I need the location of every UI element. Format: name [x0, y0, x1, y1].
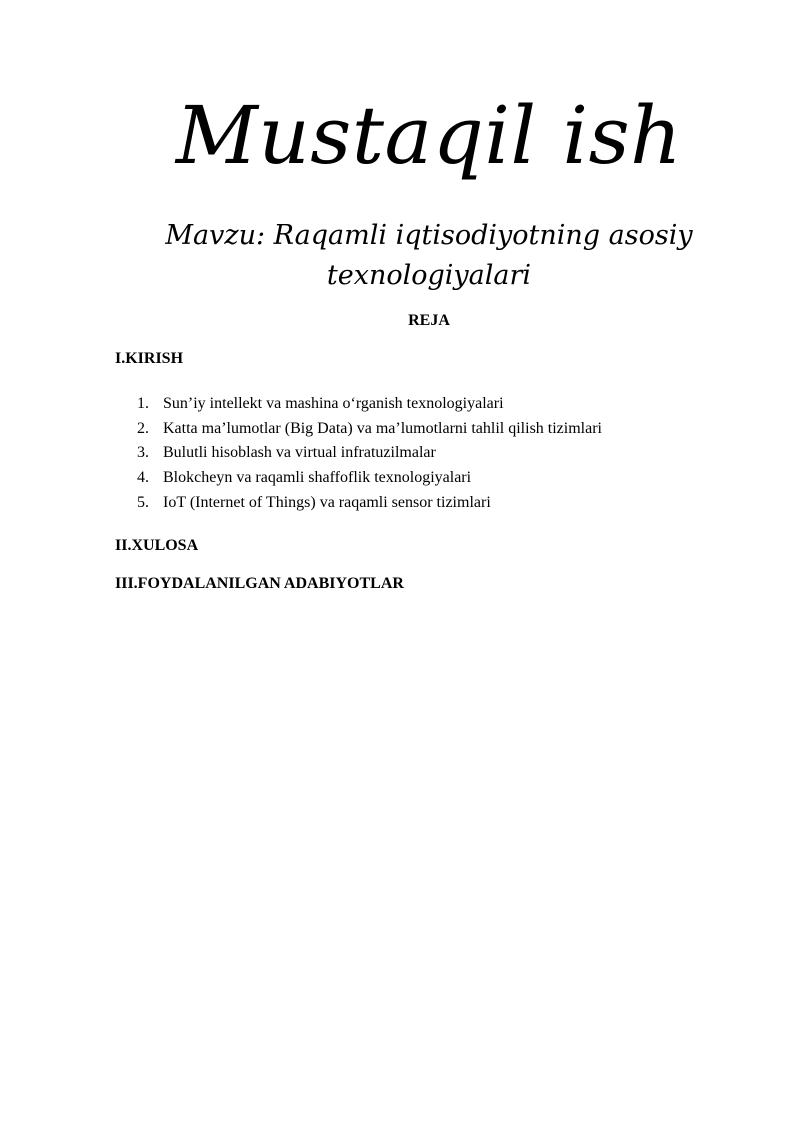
- plan-item-text: Katta ma’lumotlar (Big Data) va ma’lumotlarni tahlil qilish tizimlari: [163, 419, 602, 437]
- conclusion-heading: II.XULOSA: [115, 537, 199, 554]
- plan-list-item: [115, 441, 735, 466]
- intro-heading: I.KIRISH: [115, 350, 184, 367]
- plan-list-item: [115, 491, 735, 516]
- plan-list-item: [115, 466, 735, 491]
- plan-item-text: Blokcheyn va raqamli shaffoflik texnologiyalari: [163, 469, 472, 487]
- document-subtitle: Mavzu: Raqamli iqtisodiyotning asosiy texnologiyalari: [165, 220, 693, 291]
- plan-list-item: [115, 392, 735, 417]
- plan-item-number: 1.: [137, 395, 149, 412]
- plan-item-text: Sun’iy intellekt va mashina o‘rganish texnologiyalari: [163, 395, 504, 412]
- plan-item-text: IoT (Internet of Things) va raqamli sensor tizimlari: [163, 493, 491, 511]
- plan-list: [115, 392, 735, 516]
- plan-item-number: 3.: [137, 444, 149, 462]
- plan-item-number: 4.: [137, 469, 149, 487]
- plan-item-number: 5.: [137, 493, 149, 511]
- references-heading: III.FOYDALANILGAN ADABIYOTLAR: [115, 575, 404, 592]
- plan-list-item: [115, 417, 735, 442]
- plan-item-number: 2.: [137, 419, 149, 437]
- plan-item-text: Bulutli hisoblash va virtual infratuzilmalar: [163, 444, 436, 462]
- document-title: Mustaqil ish: [175, 89, 683, 182]
- plan-heading: REJA: [408, 312, 450, 329]
